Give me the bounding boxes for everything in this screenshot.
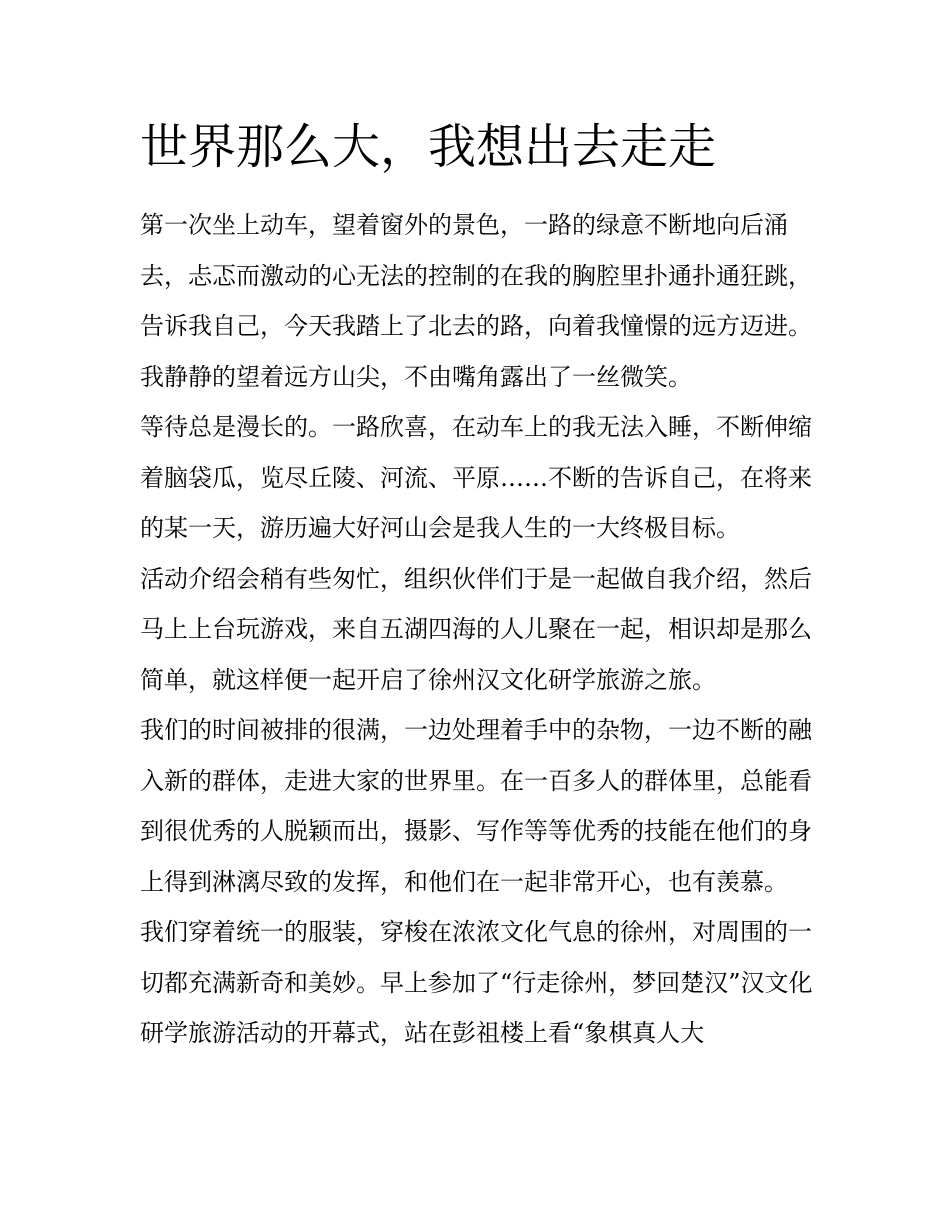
page-title: 世界那么大，我想出去走走 bbox=[140, 119, 717, 175]
paragraph: 等待总是漫长的。一路欣喜，在动车上的我无法入睡，不断伸缩着脑袋瓜，览尽丘陵、河流、平原……不断的告诉自己，在将来的某一天，游历遍大好河山会是我人生的一大终极目标。 bbox=[140, 413, 812, 542]
paragraph: 我们的时间被排的很满，一边处理着手中的杂物，一边不断的融入新的群体，走进大家的世界里。在一百多人的群体里，总能看到很优秀的人脱颖而出，摄影、写作等等优秀的技能在他们的身上得到淋漓尽致的发挥，和他们在一起非常开心，也有羡慕。 bbox=[140, 716, 812, 896]
paragraph: 第一次坐上动车，望着窗外的景色，一路的绿意不断地向后涌去，忐忑而激动的心无法的控制的在我的胸腔里扑通扑通狂跳，告诉我自己，今天我踏上了北去的路，向着我憧憬的远方迈进。我静静的望着远方山尖，不由嘴角露出了一丝微笑。 bbox=[140, 211, 812, 391]
paragraph: 我们穿着统一的服装，穿梭在浓浓文化气息的徐州，对周围的一切都充满新奇和美妙。早上参加了“行走徐州，梦回楚汉”汉文化研学旅游活动的开幕式，站在彭祖楼上看“象棋真人大 bbox=[140, 918, 813, 1047]
paragraph: 活动介绍会稍有些匆忙，组织伙伴们于是一起做自我介绍，然后马上上台玩游戏，来自五湖四海的人儿聚在一起，相识却是那么简单，就这样便一起开启了徐州汉文化研学旅游之旅。 bbox=[140, 564, 812, 694]
article-body bbox=[140, 200, 825, 1059]
